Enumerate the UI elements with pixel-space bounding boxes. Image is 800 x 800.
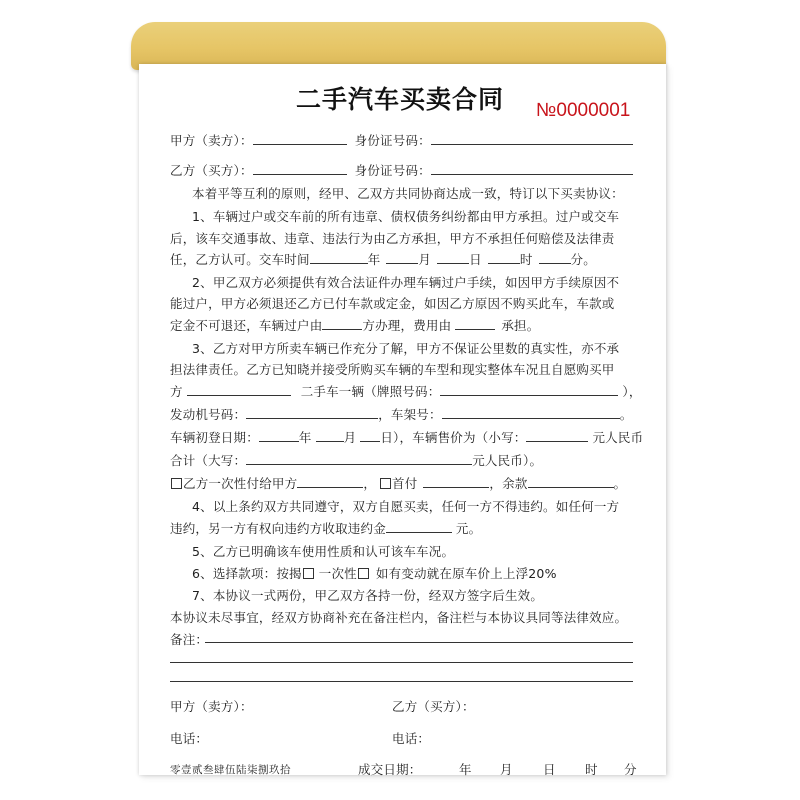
total-uppercase-field[interactable] xyxy=(246,452,472,465)
handover-time-label: 任，乙方认可。交车时间 xyxy=(170,252,310,267)
penalty-label: 违约，另一方有权向违约方收取违约金 xyxy=(170,521,386,536)
month-label: 月 xyxy=(418,252,432,267)
deal-date-label: 成交日期： xyxy=(358,762,422,777)
clause-2-line-3 xyxy=(170,316,539,334)
used-car-label: 二手车一辆（牌照号码： xyxy=(300,384,441,399)
intro-text: 本着平等互利的原则，经甲、乙双方共同协商达成一致，特订以下买卖协议： xyxy=(192,186,624,201)
remark-line-2[interactable] xyxy=(170,662,633,663)
deal-day-label: 日 xyxy=(543,762,556,777)
engine-frame-line xyxy=(170,405,632,423)
seller-phone-label: 电话： xyxy=(170,731,209,746)
clause-3-line-1: 3、乙方对甲方所卖车辆已作充分了解，甲方不保证公里数的真实性，亦不承 xyxy=(192,341,620,356)
engine-number-field[interactable] xyxy=(246,406,378,419)
pad-binding-strip xyxy=(131,22,666,70)
clause-1-line-2: 后，该车交通事故、违章、违法行为由乙方承担，甲方不承担任何赔偿及法律责 xyxy=(170,231,615,246)
buyer-id-label: 身份证号码： xyxy=(354,163,431,178)
page-title: 二手汽车买卖合同 xyxy=(295,85,504,114)
seller-sign-label: 甲方（卖方）： xyxy=(170,699,253,714)
clause-5: 5、乙方已明确该车使用性质和认可该车车况。 xyxy=(192,544,455,559)
deal-year-label: 年 xyxy=(459,762,472,777)
remark-line-1[interactable] xyxy=(205,642,633,643)
clause-6 xyxy=(192,564,557,582)
buyer-phone-label: 电话： xyxy=(392,731,431,746)
paren-close: ）， xyxy=(622,384,642,399)
handover-minute-field[interactable] xyxy=(539,251,571,264)
one-time-label: 一次性 xyxy=(318,566,357,581)
down-payment-checkbox[interactable] xyxy=(380,478,391,489)
clause-2-line-1: 2、甲乙双方必须提供有效合法证件办理车辆过户手续，如因甲方手续原因不 xyxy=(192,275,620,290)
one-time-checkbox[interactable] xyxy=(358,568,369,579)
float-note: 如有变动就在原车价上上浮20% xyxy=(375,566,557,581)
lump-sum-label: 乙方一次性付给甲方 xyxy=(183,476,298,491)
register-month-label: 月 xyxy=(343,430,357,445)
handover-hour-field[interactable] xyxy=(488,251,520,264)
seller-id-field[interactable] xyxy=(431,132,633,145)
clause-4-line-2 xyxy=(170,519,481,537)
vehicle-model-field[interactable] xyxy=(187,383,291,396)
register-year-field[interactable] xyxy=(259,429,299,442)
party-a-label: 方 xyxy=(170,384,183,399)
down-payment-label: 首付 xyxy=(392,476,418,491)
minute-label: 分。 xyxy=(570,252,596,267)
rmb-label: 元人民币 xyxy=(592,430,644,445)
register-year-label: 年 xyxy=(298,430,312,445)
deal-hour-label: 时 xyxy=(585,762,598,777)
period: 。 xyxy=(619,407,633,422)
deal-month-label: 月 xyxy=(500,762,513,777)
clause-1-line-3 xyxy=(170,250,596,268)
handover-day-field[interactable] xyxy=(437,251,469,264)
register-date-label: 车辆初登日期： xyxy=(170,430,259,445)
penalty-yuan-label: 元。 xyxy=(455,521,482,536)
register-day-field[interactable] xyxy=(360,429,380,442)
buyer-id-field[interactable] xyxy=(431,162,633,175)
lump-sum-checkbox[interactable] xyxy=(171,478,182,489)
clause-2-line-2: 能过户，甲方必须退还乙方已付车款或定金，如因乙方原因不购买此车，车款或 xyxy=(170,296,615,311)
lump-sum-field[interactable] xyxy=(297,475,363,488)
fee-party-field[interactable] xyxy=(455,317,495,330)
fee-by-label: 方办理，费用由 xyxy=(362,318,452,333)
clause-4-line-1: 4、以上条约双方共同遵守，双方自愿买卖，任何一方不得违约。如任何一方 xyxy=(192,499,620,514)
seller-label: 甲方（卖方）： xyxy=(170,133,253,148)
handover-year-field[interactable] xyxy=(310,251,368,264)
buyer-label: 乙方（买方）： xyxy=(170,163,253,178)
serial-number: №0000001 xyxy=(536,100,631,121)
closing-text: 本协议未尽事宜，经双方协商补充在备注栏内，备注栏与本协议具同等法律效应。 xyxy=(170,610,628,625)
payment-line xyxy=(170,474,626,492)
clause-3-line-2: 担法律责任。乙方已知晓并接受所购买车辆的车型和现实整体车况且自愿购买甲 xyxy=(170,362,615,377)
bear-label: 承担。 xyxy=(501,318,540,333)
day-label: 日 xyxy=(469,252,482,267)
price-label: 日），车辆售价为（小写： xyxy=(380,430,527,445)
buyer-line xyxy=(170,161,633,179)
mortgage-checkbox[interactable] xyxy=(303,568,314,579)
chinese-numerals-reference: 零壹贰叁肆伍陆柒捌玖拾 xyxy=(170,764,291,776)
engine-number-label: 发动机号码： xyxy=(170,407,247,422)
year-label: 年 xyxy=(367,252,381,267)
total-label: 合计（大写： xyxy=(170,453,247,468)
option-label: 6、选择款项：按揭 xyxy=(192,566,302,581)
clause-7: 7、本协议一式两份，甲乙双方各持一份，经双方签字后生效。 xyxy=(192,588,544,603)
total-rmb-label: 元人民币）。 xyxy=(472,453,543,468)
price-number-field[interactable] xyxy=(526,429,588,442)
comma: ， xyxy=(363,476,377,491)
plate-number-field[interactable] xyxy=(440,383,618,396)
seller-line xyxy=(170,131,633,149)
total-line xyxy=(170,451,542,469)
register-price-line xyxy=(170,428,643,446)
seller-name-field[interactable] xyxy=(253,132,347,145)
register-month-field[interactable] xyxy=(316,429,344,442)
frame-number-label: ，车架号： xyxy=(378,407,442,422)
down-payment-field[interactable] xyxy=(423,475,489,488)
balance-label: ，余款 xyxy=(489,476,528,491)
remark-label: 备注： xyxy=(170,632,209,647)
remark-line-3[interactable] xyxy=(170,681,633,682)
transfer-party-field[interactable] xyxy=(322,317,362,330)
hour-label: 时 xyxy=(519,252,533,267)
frame-number-field[interactable] xyxy=(442,406,620,419)
buyer-sign-label: 乙方（买方）： xyxy=(392,699,475,714)
penalty-amount-field[interactable] xyxy=(386,520,452,533)
clause-3-line-3 xyxy=(170,382,642,400)
handover-month-field[interactable] xyxy=(386,251,418,264)
balance-field[interactable] xyxy=(528,475,614,488)
seller-id-label: 身份证号码： xyxy=(354,133,431,148)
transfer-by-label: 定金不可退还，车辆过户由 xyxy=(170,318,323,333)
buyer-name-field[interactable] xyxy=(253,162,347,175)
deal-minute-label: 分 xyxy=(624,762,637,777)
payment-period: 。 xyxy=(613,476,627,491)
clause-1-line-1: 1、车辆过户或交车前的所有违章、债权债务纠纷都由甲方承担。过户或交车 xyxy=(192,209,620,224)
